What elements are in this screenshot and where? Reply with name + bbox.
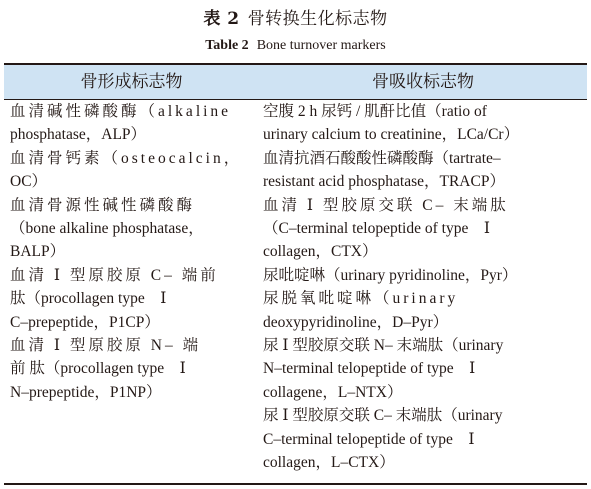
table-bottom-rule xyxy=(4,483,587,485)
resorption-line: 尿 Ⅰ 型胶原交联 N– 末端肽（urinary xyxy=(263,337,504,355)
resorption-line: resistant acid phosphatase，TRACP） xyxy=(263,173,505,191)
caption-english xyxy=(0,37,591,55)
resorption-line: deoxypyridinoline，D–Pyr） xyxy=(263,313,449,331)
formation-line: 血清 Ⅰ 型原胶原 C– 端前 xyxy=(10,266,219,284)
caption-chinese xyxy=(0,8,591,30)
header-resorption: 骨吸收标志物 xyxy=(372,72,474,92)
formation-line: 前 肽（procollagen type Ⅰ xyxy=(10,360,186,378)
resorption-line: collagen，L–CTX） xyxy=(263,454,395,472)
formation-line: 血清 Ⅰ 型原胶原 N– 端 xyxy=(10,337,202,355)
caption-cn-title: 骨转换生化标志物 xyxy=(247,9,388,29)
resorption-line: collagen，CTX） xyxy=(263,243,378,261)
formation-line: BALP） xyxy=(10,243,66,261)
resorption-line: collagene，L–NTX） xyxy=(263,383,403,401)
caption-en-label: Table 2 xyxy=(205,38,249,53)
resorption-line: 空腹 2 h 尿钙 / 肌酐比值（ratio of xyxy=(263,103,487,120)
header-formation: 骨形成标志物 xyxy=(80,72,183,92)
formation-column xyxy=(10,100,254,404)
resorption-line: 尿吡啶啉（urinary pyridinoline，Pyr） xyxy=(263,266,518,284)
formation-line: 肽（procollagen type Ⅰ xyxy=(10,290,167,308)
formation-line: N–prepeptide，P1NP） xyxy=(10,383,162,401)
formation-line: 血清骨钙素（osteocalcin， xyxy=(10,149,243,167)
caption-en-title: Bone turnover markers xyxy=(256,38,386,53)
table-header xyxy=(4,63,587,100)
formation-line: phosphatase，ALP） xyxy=(10,126,147,144)
resorption-line: C–terminal telopeptide of type Ⅰ xyxy=(263,430,475,448)
resorption-column xyxy=(263,100,585,475)
formation-line: 血清碱性磷酸酶（alkaline xyxy=(10,103,232,120)
resorption-line: （C–terminal telopeptide of type Ⅰ xyxy=(263,220,490,238)
resorption-line: 血清 Ⅰ 型胶原交联 C– 末端肽 xyxy=(263,196,509,214)
resorption-line: 尿脱氧吡啶啉（urinary xyxy=(263,290,459,308)
resorption-line: 尿 Ⅰ 型胶原交联 C– 末端肽（urinary xyxy=(263,407,503,425)
formation-line: OC） xyxy=(10,173,48,191)
resorption-line: 血清抗酒石酸酸性磷酸酶（tartrate– xyxy=(263,149,501,167)
caption-cn-label: 表 2 xyxy=(203,9,240,29)
formation-line: （bone alkaline phosphatase， xyxy=(10,220,204,238)
resorption-line: N–terminal telopeptide of type Ⅰ xyxy=(263,360,476,378)
formation-line: C–prepeptide，P1CP） xyxy=(10,313,160,331)
formation-line: 血清骨源性碱性磷酸酶 xyxy=(10,196,196,214)
resorption-line: urinary calcium to creatinine，LCa/Cr） xyxy=(263,126,520,144)
